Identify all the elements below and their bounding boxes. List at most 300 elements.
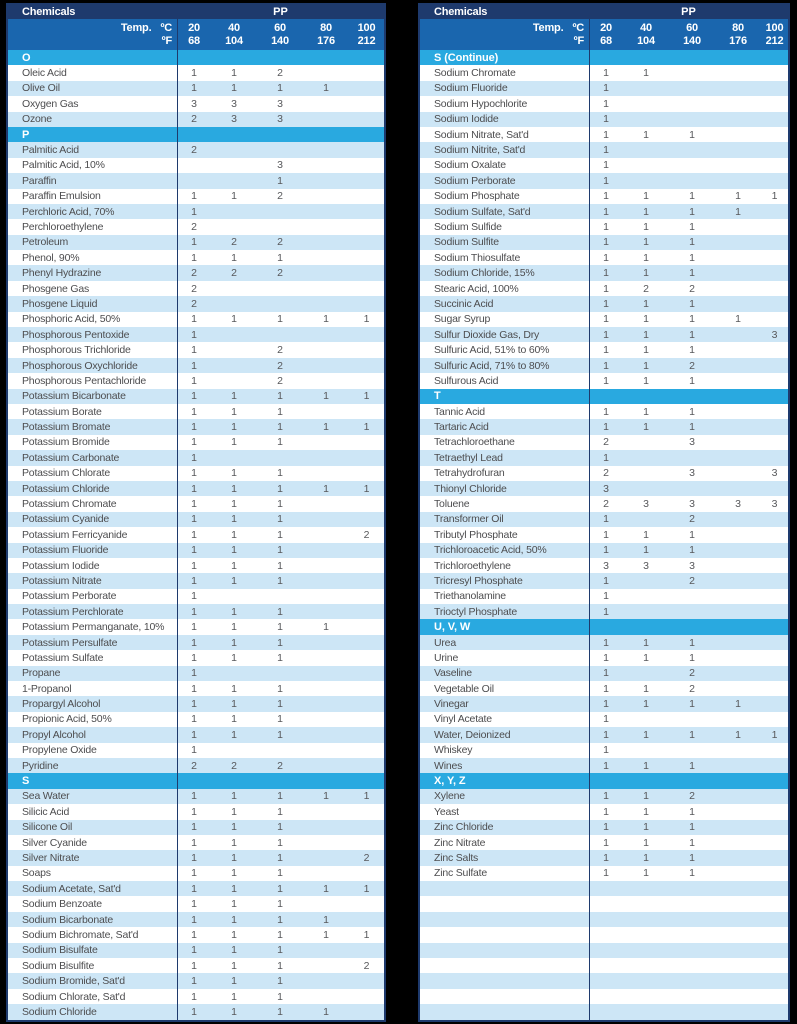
chemical-row (420, 419, 788, 434)
rating-value: 1 (191, 528, 197, 541)
rating-value: 2 (191, 282, 197, 295)
chemical-name: Xylene (434, 790, 465, 803)
chemical-row (420, 666, 788, 681)
section-header-row (8, 773, 384, 788)
chemical-row (8, 204, 384, 219)
empty-row (420, 973, 788, 988)
rating-value: 1 (643, 651, 649, 664)
rating-value: 1 (603, 852, 609, 864)
chemical-name: Potassium Fluoride (22, 544, 109, 557)
rating-value: 1 (191, 975, 197, 988)
chemical-row (8, 158, 384, 173)
rating-value: 3 (643, 498, 649, 511)
rating-value: 2 (231, 267, 237, 280)
rating-value: 3 (277, 159, 283, 172)
chemical-name: Sodium Iodide (434, 113, 499, 126)
chemical-row (8, 173, 384, 188)
rating-value: 1 (323, 913, 329, 926)
celsius-value: 40 (640, 21, 652, 34)
rating-value: 1 (643, 297, 649, 310)
chemical-row (8, 81, 384, 96)
chemical-name: Whiskey (434, 744, 473, 757)
rating-value: 1 (735, 205, 741, 218)
chemical-name: Potassium Chloride (22, 482, 110, 495)
chemical-name: Sodium Benzoate (22, 898, 102, 911)
chemical-name: Palmitic Acid (22, 144, 79, 157)
chemical-row (420, 158, 788, 173)
chemical-row (8, 265, 384, 280)
section-header-row (8, 127, 384, 142)
temperature-header (8, 19, 384, 50)
chemical-name: Sulfuric Acid, 51% to 60% (434, 344, 550, 357)
rating-value: 1 (643, 790, 649, 803)
chemical-row (8, 727, 384, 742)
rating-value: 2 (643, 282, 649, 295)
chemical-row (420, 173, 788, 188)
chemical-row (420, 235, 788, 250)
rating-value: 1 (689, 128, 695, 141)
rating-value: 1 (277, 728, 283, 741)
chemical-row (420, 727, 788, 742)
rating-value: 1 (191, 359, 197, 372)
rating-value: 1 (231, 805, 237, 818)
rating-value: 1 (277, 928, 283, 941)
rating-value: 1 (191, 836, 197, 849)
chemical-row (8, 250, 384, 265)
chemical-row (8, 881, 384, 896)
section-label: O (22, 51, 31, 64)
chemical-row (8, 189, 384, 204)
fahrenheit-value: 140 (683, 35, 701, 48)
rating-value: 1 (603, 790, 609, 803)
chemical-name: Potassium Bromide (22, 436, 110, 449)
chemical-name: Tricresyl Phosphate (434, 574, 523, 587)
chemical-name: Trioctyl Phosphate (434, 605, 517, 618)
celsius-value: 100 (357, 21, 376, 34)
chemical-row (8, 496, 384, 511)
chemical-name: Sodium Bromide, Sat'd (22, 975, 125, 988)
rating-value: 1 (323, 1005, 329, 1018)
chemical-name: Potassium Borate (22, 405, 102, 418)
chemical-row (420, 112, 788, 127)
rating-value: 1 (323, 928, 329, 941)
chemical-name: Sodium Hypochlorite (434, 97, 528, 110)
fahrenheit-value: 176 (317, 35, 335, 48)
chemical-name: Sodium Sulfate, Sat'd (434, 205, 531, 218)
chemical-name: Potassium Nitrate (22, 574, 102, 587)
rating-value: 1 (277, 251, 283, 264)
rating-value: 1 (231, 390, 237, 403)
section-header-row (420, 773, 788, 788)
rating-value: 2 (603, 498, 609, 511)
rating-value: 2 (191, 297, 197, 310)
rating-value: 1 (191, 898, 197, 911)
rating-value: 2 (689, 682, 695, 695)
rating-value: 3 (735, 498, 741, 511)
rating-value: 3 (771, 498, 778, 511)
chemical-row (8, 619, 384, 634)
chemical-row (8, 835, 384, 850)
chemical-row (8, 696, 384, 711)
chemical-name: Water, Deionized (434, 728, 511, 741)
rating-value: 1 (191, 990, 197, 1003)
table-header-row (420, 5, 788, 19)
rating-value: 3 (603, 559, 609, 572)
chemical-row (8, 850, 384, 865)
fahrenheit-value: 104 (225, 35, 243, 48)
rating-value: 1 (231, 790, 237, 803)
rating-value: 1 (603, 113, 609, 126)
rating-value: 2 (277, 759, 283, 772)
chemical-row (420, 142, 788, 157)
chemical-row (420, 435, 788, 450)
rating-value: 3 (191, 97, 197, 110)
rating-value: 3 (771, 328, 778, 341)
rating-value: 1 (603, 297, 609, 310)
rating-value: 1 (643, 636, 649, 649)
rating-value: 1 (603, 128, 609, 141)
chemical-name: Olive Oil (22, 82, 60, 95)
empty-row (420, 881, 788, 896)
celsius-value: 20 (188, 21, 200, 34)
chemical-name: Perchloroethylene (22, 220, 104, 233)
rating-value: 1 (231, 975, 237, 988)
rating-value: 1 (231, 836, 237, 849)
chemical-name: Sodium Chloride (22, 1005, 97, 1018)
chemical-name: Potassium Persulfate (22, 636, 118, 649)
rating-value: 1 (277, 651, 283, 664)
chemical-name: Tetrahydrofuran (434, 467, 505, 480)
chemical-name: Urea (434, 636, 456, 649)
chemical-name: Oleic Acid (22, 67, 67, 80)
celsius-value: 60 (686, 21, 698, 34)
rating-value: 2 (689, 513, 695, 526)
chemical-row (8, 927, 384, 942)
rating-value: 1 (643, 682, 649, 695)
material-header: PP (681, 6, 696, 18)
rating-value: 1 (363, 313, 370, 326)
rating-value: 1 (191, 251, 197, 264)
chemical-name: Sulfuric Acid, 71% to 80% (434, 359, 550, 372)
rating-value: 1 (231, 313, 237, 326)
chemical-row (420, 604, 788, 619)
chemical-row (420, 281, 788, 296)
rating-value: 1 (603, 405, 609, 418)
rating-value: 1 (603, 67, 609, 80)
rating-value: 1 (603, 805, 609, 818)
rating-value: 1 (191, 944, 197, 957)
rating-value: 1 (231, 636, 237, 649)
rating-value: 1 (231, 528, 237, 541)
chemical-name: Perchloric Acid, 70% (22, 205, 115, 218)
chemical-row (8, 573, 384, 588)
rating-value: 1 (277, 1005, 283, 1018)
rating-value: 1 (277, 698, 283, 711)
chemical-name: Phosphorous Pentoxide (22, 328, 130, 341)
rating-value: 1 (603, 821, 609, 834)
rating-value: 1 (191, 605, 197, 618)
rating-value: 1 (231, 913, 237, 926)
rating-value: 1 (689, 220, 695, 233)
rating-value: 1 (603, 205, 609, 218)
fahrenheit-value: 176 (729, 35, 747, 48)
chemical-name: Sodium Sulfide (434, 220, 502, 233)
rating-value: 1 (363, 928, 370, 941)
empty-row (420, 989, 788, 1004)
rating-value: 2 (277, 359, 283, 372)
chemical-name: Potassium Iodide (22, 559, 100, 572)
rating-value: 1 (643, 344, 649, 357)
rating-value: 1 (603, 651, 609, 664)
chemical-row (420, 681, 788, 696)
chemical-name: Phenol, 90% (22, 251, 80, 264)
rating-value: 1 (231, 959, 237, 972)
chemical-name: Succinic Acid (434, 297, 494, 310)
rating-value: 1 (231, 928, 237, 941)
rating-value: 1 (277, 852, 283, 864)
chemical-row (420, 81, 788, 96)
rating-value: 1 (277, 421, 283, 434)
rating-value: 1 (689, 421, 695, 434)
rating-value: 2 (277, 67, 283, 80)
rating-value: 3 (277, 113, 283, 126)
chemical-row (420, 96, 788, 111)
rating-value: 2 (277, 190, 283, 203)
fahrenheit-value: 140 (271, 35, 289, 48)
rating-value: 1 (689, 267, 695, 280)
chemical-name: Potassium Perborate (22, 590, 117, 603)
rating-value: 1 (603, 728, 609, 741)
rating-value: 3 (277, 97, 283, 110)
rating-value: 1 (603, 682, 609, 695)
rating-value: 1 (689, 544, 695, 557)
chemical-name: Sea Water (22, 790, 70, 803)
rating-value: 1 (603, 759, 609, 772)
chemical-row (8, 712, 384, 727)
rating-value: 1 (603, 590, 609, 603)
fahrenheit-value: 212 (357, 35, 376, 48)
rating-value: 2 (363, 852, 370, 864)
chemical-name: Transformer Oil (434, 513, 504, 526)
rating-value: 1 (191, 574, 197, 587)
rating-value: 1 (277, 574, 283, 587)
chemical-row (420, 820, 788, 835)
rating-value: 1 (191, 667, 197, 680)
rating-value: 1 (643, 421, 649, 434)
rating-value: 1 (277, 713, 283, 726)
chemical-name: Zinc Sulfate (434, 867, 488, 880)
chemical-row (8, 666, 384, 681)
rating-value: 1 (231, 251, 237, 264)
empty-row (420, 958, 788, 973)
chemical-name: Sodium Chloride, 15% (434, 267, 535, 280)
rating-value: 1 (689, 636, 695, 649)
rating-value: 1 (277, 682, 283, 695)
rating-value: 1 (643, 805, 649, 818)
rating-value: 3 (231, 113, 237, 126)
chemical-row (8, 650, 384, 665)
rating-value: 1 (735, 698, 741, 711)
celsius-row (420, 22, 788, 34)
section-header-row (8, 50, 384, 65)
fahrenheit-unit: ºF (161, 35, 172, 48)
chemical-name: Tetraethyl Lead (434, 451, 503, 464)
rating-value: 1 (191, 451, 197, 464)
rating-value: 1 (191, 82, 197, 95)
celsius-value: 60 (274, 21, 286, 34)
rating-value: 3 (689, 436, 695, 449)
chemical-name: Vaseline (434, 667, 472, 680)
rating-value: 1 (231, 898, 237, 911)
rating-value: 3 (603, 482, 609, 495)
rating-value: 1 (603, 636, 609, 649)
chemical-row (420, 219, 788, 234)
chemical-row (8, 789, 384, 804)
rating-value: 2 (191, 220, 197, 233)
rating-value: 1 (277, 913, 283, 926)
rating-value: 1 (603, 574, 609, 587)
rating-value: 2 (231, 236, 237, 249)
rating-value: 1 (231, 728, 237, 741)
rating-value: 1 (689, 190, 695, 203)
rating-value: 1 (191, 867, 197, 880)
rating-value: 1 (191, 698, 197, 711)
fahrenheit-value: 104 (637, 35, 655, 48)
rating-value: 1 (231, 467, 237, 480)
rating-value: 1 (277, 82, 283, 95)
chemical-name: Trichloroethylene (434, 559, 511, 572)
chemical-name: Phosphorous Pentachloride (22, 374, 147, 387)
rating-value: 1 (363, 882, 370, 895)
rating-value: 2 (603, 467, 609, 480)
chemical-row (420, 327, 788, 342)
chemical-row (8, 342, 384, 357)
temp-label: Temp. (120, 21, 152, 34)
rating-value: 1 (643, 313, 649, 326)
rating-value: 1 (603, 513, 609, 526)
rating-value: 1 (191, 390, 197, 403)
rating-value: 1 (689, 759, 695, 772)
rating-value: 1 (277, 821, 283, 834)
chemical-table-right (418, 3, 790, 1022)
section-label: S (22, 775, 30, 788)
rating-value: 1 (643, 359, 649, 372)
rating-value: 1 (191, 498, 197, 511)
rating-value: 1 (643, 267, 649, 280)
chemicals-header: Chemicals (434, 6, 488, 18)
chemical-name: Silicic Acid (22, 805, 70, 818)
rating-value: 1 (277, 975, 283, 988)
chemical-row (8, 235, 384, 250)
chemical-name: Triethanolamine (434, 590, 506, 603)
chemical-name: Oxygen Gas (22, 97, 79, 110)
rating-value: 1 (689, 297, 695, 310)
chemical-row (8, 327, 384, 342)
rating-value: 1 (603, 867, 609, 880)
chemical-name: Vinegar (434, 698, 469, 711)
chemical-name: Pyridine (22, 759, 59, 772)
chemical-row (420, 265, 788, 280)
rating-value: 1 (191, 744, 197, 757)
chemical-name: Propionic Acid, 50% (22, 713, 112, 726)
rating-value: 1 (231, 713, 237, 726)
table-body (8, 50, 384, 1020)
rating-value: 1 (191, 1005, 197, 1018)
rating-value: 1 (603, 528, 609, 541)
rating-value: 1 (191, 590, 197, 603)
chemical-row (8, 281, 384, 296)
chemical-name: Silicone Oil (22, 821, 73, 834)
rating-value: 1 (231, 559, 237, 572)
chemical-name: Sodium Bisulfite (22, 959, 95, 972)
chemical-row (420, 189, 788, 204)
rating-value: 1 (231, 405, 237, 418)
chemical-name: Phosphorous Oxychloride (22, 359, 138, 372)
fahrenheit-value: 68 (600, 35, 612, 48)
rating-value: 1 (231, 482, 237, 495)
rating-value: 1 (643, 528, 649, 541)
chemical-row (8, 758, 384, 773)
rating-value: 1 (603, 544, 609, 557)
chemical-name: Soaps (22, 867, 51, 880)
chemical-name: Phenyl Hydrazine (22, 267, 102, 280)
rating-value: 1 (643, 728, 649, 741)
rating-value: 1 (191, 959, 197, 972)
rating-value: 1 (231, 513, 237, 526)
rating-value: 1 (689, 651, 695, 664)
rating-value: 2 (277, 236, 283, 249)
rating-value: 2 (191, 267, 197, 280)
rating-value: 2 (689, 790, 695, 803)
rating-value: 1 (277, 867, 283, 880)
chemical-name: Sulfurous Acid (434, 374, 499, 387)
chemical-row (420, 589, 788, 604)
rating-value: 2 (277, 374, 283, 387)
rating-value: 1 (191, 236, 197, 249)
chemical-row (8, 912, 384, 927)
chemical-name: Sodium Nitrate, Sat'd (434, 128, 529, 141)
rating-value: 2 (231, 759, 237, 772)
rating-value: 1 (689, 728, 695, 741)
chemical-row (8, 866, 384, 881)
rating-value: 1 (191, 344, 197, 357)
chemical-row (8, 1004, 384, 1019)
rating-value: 1 (689, 313, 695, 326)
rating-value: 1 (323, 390, 329, 403)
chemical-name: 1-Propanol (22, 682, 72, 695)
chemical-name: Potassium Perchlorate (22, 605, 124, 618)
chemical-name: Vegetable Oil (434, 682, 494, 695)
rating-value: 1 (603, 190, 609, 203)
chemical-name: Sodium Bisulfate (22, 944, 98, 957)
chemical-name: Phosphorous Trichloride (22, 344, 131, 357)
rating-value: 1 (643, 867, 649, 880)
rating-value: 1 (191, 621, 197, 634)
rating-value: 1 (603, 328, 609, 341)
table-header-row (8, 5, 384, 19)
chemical-name: Potassium Bicarbonate (22, 390, 126, 403)
rating-value: 2 (603, 436, 609, 449)
rating-value: 1 (603, 236, 609, 249)
rating-value: 1 (191, 513, 197, 526)
chemical-name: Toluene (434, 498, 470, 511)
rating-value: 1 (277, 790, 283, 803)
chemical-row (8, 466, 384, 481)
empty-row (420, 896, 788, 911)
chemical-name: Sodium Phosphate (434, 190, 520, 203)
chemical-row (420, 496, 788, 511)
chemical-row (8, 527, 384, 542)
